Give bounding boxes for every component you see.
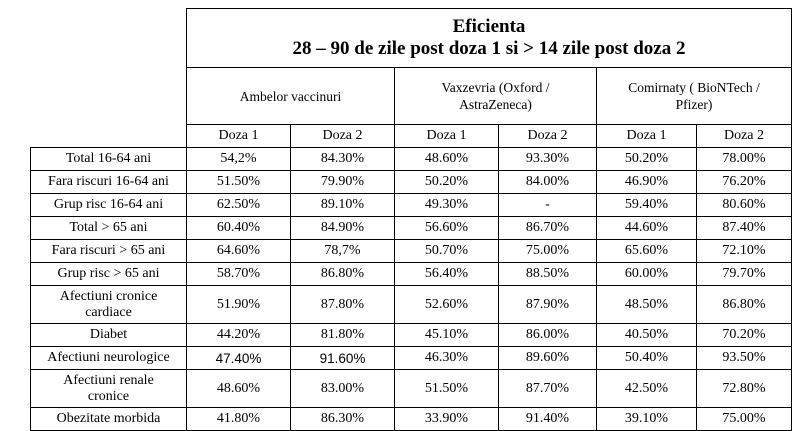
row-label: Grup risc 16-64 ani xyxy=(31,194,187,217)
row-label-text: Afectiuni cronice cardiace xyxy=(59,288,158,320)
table-cell: 72.10% xyxy=(697,240,792,263)
table-cell: 50.70% xyxy=(395,240,499,263)
table-cell: 51.90% xyxy=(187,286,291,324)
row-label: Total 16-64 ani xyxy=(31,148,187,171)
table-cell: 87.90% xyxy=(499,286,597,324)
table-cell: 56.40% xyxy=(395,263,499,286)
table-row xyxy=(31,240,792,263)
table-cell: 50.20% xyxy=(395,171,499,194)
table-cell: 86.80% xyxy=(697,286,792,324)
table-cell: 48.50% xyxy=(597,286,697,324)
table-cell: 75.00% xyxy=(697,408,792,431)
table-cell: 84.90% xyxy=(291,217,395,240)
table-cell: - xyxy=(499,194,597,217)
row-label xyxy=(31,370,187,408)
table-cell: 88.50% xyxy=(499,263,597,286)
title-line-2: 28 – 90 de zile post doza 1 si > 14 zile post doza 2 xyxy=(292,38,686,59)
table-cell: 64.60% xyxy=(187,240,291,263)
table-row xyxy=(31,370,792,408)
table-cell: 58.70% xyxy=(187,263,291,286)
group-header-vaxzevria xyxy=(395,68,597,125)
table-cell: 60.40% xyxy=(187,217,291,240)
table-cell: 93.50% xyxy=(697,347,792,370)
row-label: Obezitate morbida xyxy=(31,408,187,431)
table-row xyxy=(31,263,792,286)
table-cell: 33.90% xyxy=(395,408,499,431)
dose-header: Doza 2 xyxy=(291,125,395,148)
table-cell: 59.40% xyxy=(597,194,697,217)
row-label xyxy=(31,286,187,324)
table-row xyxy=(31,194,792,217)
efficacy-table xyxy=(30,8,792,431)
table-cell: 39.10% xyxy=(597,408,697,431)
table-cell: 44.60% xyxy=(597,217,697,240)
table-cell: 87.40% xyxy=(697,217,792,240)
table-cell: 60.00% xyxy=(597,263,697,286)
row-label: Fara riscuri > 65 ani xyxy=(31,240,187,263)
row-label: Fara riscuri 16-64 ani xyxy=(31,171,187,194)
group-header-all: Ambelor vaccinuri xyxy=(187,68,395,125)
table-cell: 79.70% xyxy=(697,263,792,286)
row-label: Afectiuni neurologice xyxy=(31,347,187,370)
table-cell: 50.20% xyxy=(597,148,697,171)
group-header-comirnaty-label: Comirnaty ( BioNTech / Pfizer) xyxy=(628,80,760,112)
table-cell: 78.00% xyxy=(697,148,792,171)
table-cell: 54,2% xyxy=(187,148,291,171)
table-cell: 87.80% xyxy=(291,286,395,324)
table-cell: 46.90% xyxy=(597,171,697,194)
table-row xyxy=(31,286,792,324)
table-row xyxy=(31,324,792,347)
table-cell: 51.50% xyxy=(187,171,291,194)
table-title xyxy=(187,9,792,68)
group-header-vaxzevria-label: Vaxzevria (Oxford / AstraZeneca) xyxy=(441,80,550,112)
table-cell: 86.00% xyxy=(499,324,597,347)
dose-header: Doza 2 xyxy=(697,125,792,148)
efficacy-table-wrapper xyxy=(30,8,792,431)
table-cell: 50.40% xyxy=(597,347,697,370)
title-line-1: Eficienta xyxy=(452,16,526,37)
table-cell: 84.30% xyxy=(291,148,395,171)
table-cell: 79.90% xyxy=(291,171,395,194)
group-header-comirnaty xyxy=(597,68,792,125)
corner-cell xyxy=(31,9,187,148)
table-cell: 93.30% xyxy=(499,148,597,171)
table-cell: 86.80% xyxy=(291,263,395,286)
table-row xyxy=(31,408,792,431)
table-cell: 49.30% xyxy=(395,194,499,217)
table-cell: 42.50% xyxy=(597,370,697,408)
table-cell: 89.10% xyxy=(291,194,395,217)
table-cell: 41.80% xyxy=(187,408,291,431)
table-cell: 87.70% xyxy=(499,370,597,408)
table-cell: 62.50% xyxy=(187,194,291,217)
table-cell: 89.60% xyxy=(499,347,597,370)
table-cell: 52.60% xyxy=(395,286,499,324)
table-cell: 56.60% xyxy=(395,217,499,240)
table-cell: 86.70% xyxy=(499,217,597,240)
table-row xyxy=(31,217,792,240)
table-cell: 65.60% xyxy=(597,240,697,263)
dose-header: Doza 2 xyxy=(499,125,597,148)
row-label: Grup risc > 65 ani xyxy=(31,263,187,286)
table-cell: 91.60% xyxy=(291,347,395,370)
table-cell: 75.00% xyxy=(499,240,597,263)
title-row xyxy=(31,9,792,68)
table-cell: 86.30% xyxy=(291,408,395,431)
table-cell: 72.80% xyxy=(697,370,792,408)
table-row xyxy=(31,347,792,370)
dose-header: Doza 1 xyxy=(597,125,697,148)
table-cell: 70.20% xyxy=(697,324,792,347)
table-cell: 46.30% xyxy=(395,347,499,370)
table-cell: 81.80% xyxy=(291,324,395,347)
row-label-text: Afectiuni renale cronice xyxy=(63,372,154,404)
table-cell: 48.60% xyxy=(395,148,499,171)
table-cell: 83.00% xyxy=(291,370,395,408)
table-cell: 48.60% xyxy=(187,370,291,408)
table-cell: 78,7% xyxy=(291,240,395,263)
table-cell: 45.10% xyxy=(395,324,499,347)
table-row xyxy=(31,148,792,171)
table-cell: 51.50% xyxy=(395,370,499,408)
dose-header: Doza 1 xyxy=(395,125,499,148)
table-cell: 84.00% xyxy=(499,171,597,194)
table-cell: 80.60% xyxy=(697,194,792,217)
dose-header: Doza 1 xyxy=(187,125,291,148)
table-cell: 44.20% xyxy=(187,324,291,347)
table-cell: 91.40% xyxy=(499,408,597,431)
table-cell: 47.40% xyxy=(187,347,291,370)
row-label: Total > 65 ani xyxy=(31,217,187,240)
table-cell: 40.50% xyxy=(597,324,697,347)
table-cell: 76.20% xyxy=(697,171,792,194)
row-label: Diabet xyxy=(31,324,187,347)
table-row xyxy=(31,171,792,194)
